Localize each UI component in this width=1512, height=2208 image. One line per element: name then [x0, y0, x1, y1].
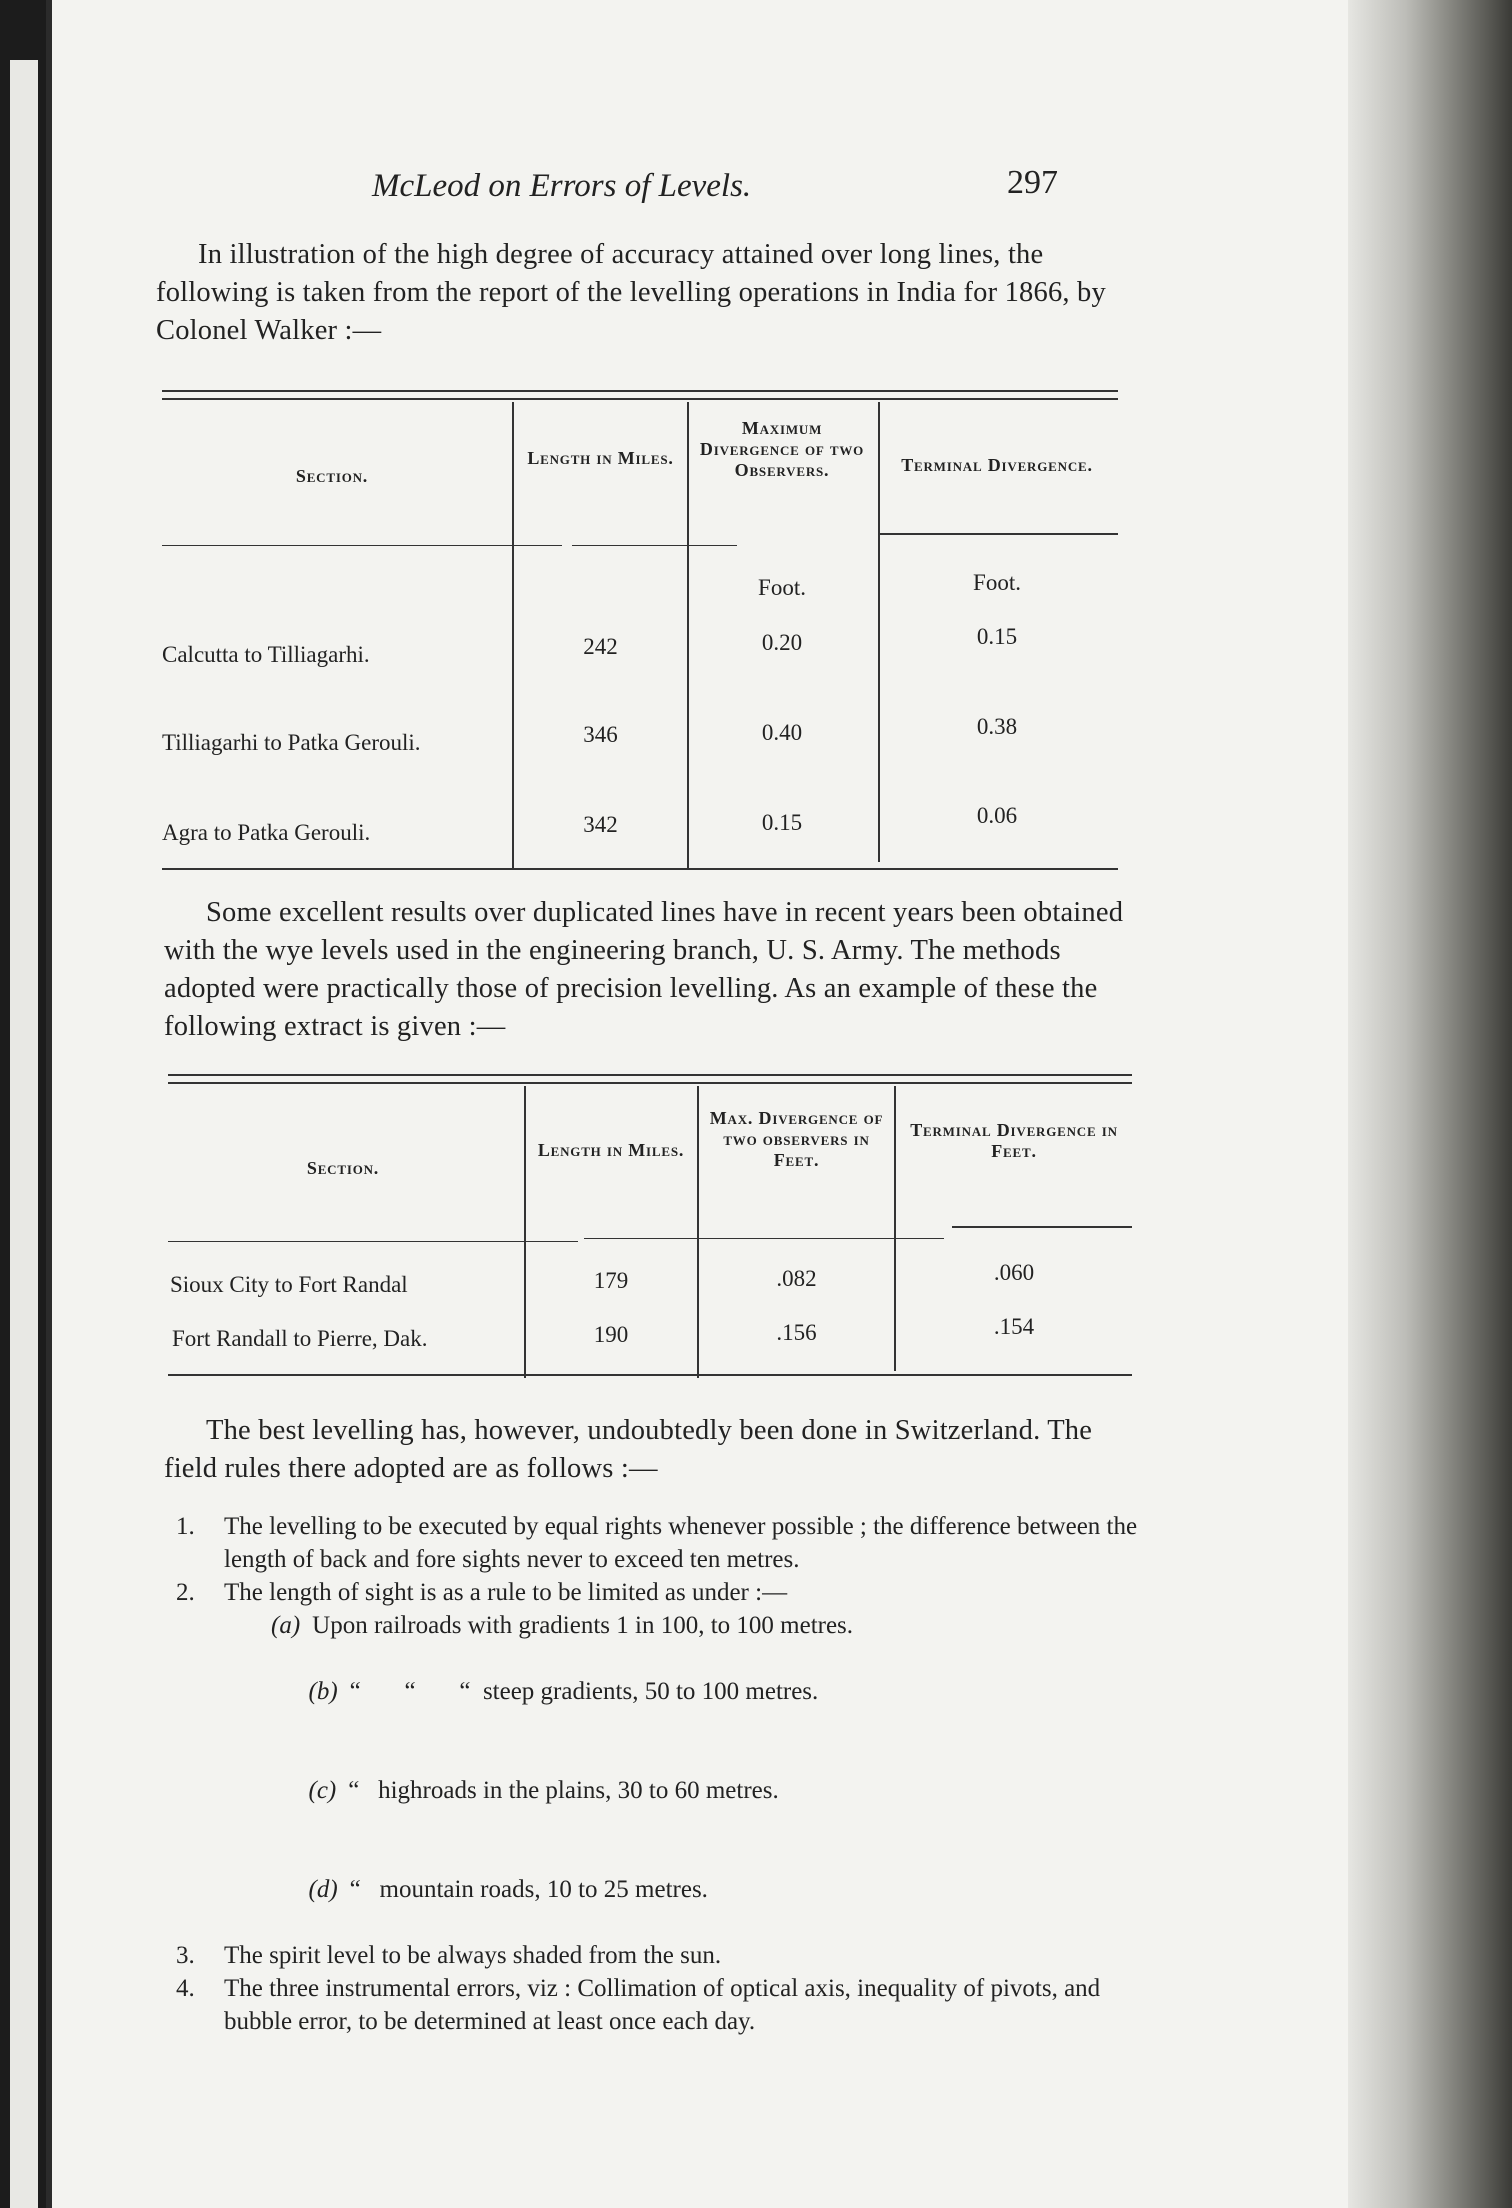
book-page [52, 0, 1348, 2208]
t2-r1-length: 179 [593, 1268, 629, 1293]
t2-r2-max: .156 [776, 1320, 817, 1345]
intro-paragraph [156, 236, 1116, 350]
page-number: 297 [1007, 164, 1058, 201]
t1-r3-max: 0.15 [761, 810, 803, 835]
t1-r3-length: 342 [583, 812, 618, 837]
rule-2a-label: (a) [271, 1612, 301, 1639]
rule-2-number: 2. [176, 1579, 195, 1606]
rule-1-text: The levelling to be executed by equal rights whenever possible ; the difference between the length of back and fore sights never to exceed ten metres. [224, 1513, 1138, 1573]
rule-2d-text: “ mountain roads, 10 to 25 metres. [349, 1876, 708, 1903]
t1-header-length: Length in Miles. [527, 448, 674, 468]
rule-2b-label: (b) [308, 1678, 338, 1705]
intro-text: In illustration of the high degree of accuracy attained over long lines, the following is taken from the report of the levelling operations in India for 1866, by Colonel Walker :— [156, 239, 1106, 346]
t2-header-max-divergence: Max. Divergence of two observers in Feet. [709, 1108, 884, 1170]
rule-2b-text: “ “ “ steep gradients, 50 to 100 metres. [349, 1678, 819, 1705]
t1-unit-terminal: Foot. [973, 570, 1021, 595]
t1-r2-section: Tilliagarhi to Patka Gerouli. [162, 730, 421, 755]
field-rules-list [176, 1510, 1142, 2038]
t2-r1-max: .082 [776, 1266, 817, 1291]
t2-header-section: Section. [306, 1158, 380, 1178]
t1-r2-max: 0.40 [761, 720, 803, 745]
middle-text: Some excellent results over duplicated lines have in recent years been obtained with the wye levels used in the engineering branch, U. S. Army. The methods adopted were practically those of precision levelling. As an example of these the following extract is given :— [164, 897, 1124, 1042]
list-item [176, 1609, 1142, 1642]
t1-r1-length: 242 [583, 634, 618, 659]
t1-r3-section: Agra to Patka Gerouli. [162, 820, 371, 845]
t1-header-max-divergence: Maximum Divergence of two Observers. [699, 418, 865, 480]
list-item [176, 1840, 1142, 1939]
rule-2c-text: “ highroads in the plains, 30 to 60 metres. [348, 1777, 779, 1804]
rule-4-text: The three instrumental errors, viz : Collimation of optical axis, inequality of pivots, and bubble error, to be determined at least once each day. [224, 1975, 1101, 2035]
rule-1-number: 1. [176, 1513, 195, 1540]
running-title: McLeod on Errors of Levels. [372, 168, 752, 204]
t1-r1-max: 0.20 [761, 630, 803, 655]
rule-2c-label: (c) [308, 1777, 337, 1804]
list-item [176, 1576, 1142, 1609]
closing-paragraph [164, 1412, 1138, 1488]
t2-r2-section: Fort Randall to Pierre, Dak. [172, 1326, 428, 1351]
middle-paragraph [164, 894, 1132, 1046]
t2-header-terminal: Terminal Divergence in Feet. [910, 1120, 1118, 1161]
t2-r1-section: Sioux City to Fort Randal [170, 1272, 408, 1297]
t2-r1-terminal: .060 [993, 1260, 1035, 1285]
t1-r1-terminal: 0.15 [976, 624, 1018, 649]
t1-header-terminal: Terminal Divergence. [901, 455, 1093, 475]
t2-header-length: Length in Miles. [537, 1140, 685, 1160]
t2-r2-terminal: .154 [993, 1314, 1035, 1339]
t1-r2-length: 346 [583, 722, 618, 747]
t1-r1-section: Calcutta to Tilliagarhi. [162, 642, 370, 667]
list-item [176, 1510, 1142, 1576]
t1-r2-terminal: 0.38 [976, 714, 1018, 739]
t1-header-section: Section. [295, 466, 369, 486]
list-item [176, 1741, 1142, 1840]
rule-2d-label: (d) [308, 1876, 338, 1903]
facing-page-strip [10, 60, 38, 2208]
rule-2-text: The length of sight is as a rule to be limited as under :— [224, 1579, 788, 1606]
t2-r2-length: 190 [593, 1322, 629, 1347]
t1-unit-max: Foot. [758, 575, 806, 600]
rule-2a-text: Upon railroads with gradients 1 in 100, to 100 metres. [312, 1612, 854, 1639]
t1-r3-terminal: 0.06 [976, 803, 1018, 828]
list-item [176, 1642, 1142, 1741]
list-item [176, 1972, 1142, 2038]
rule-3-number: 3. [176, 1942, 195, 1969]
rule-4-number: 4. [176, 1975, 195, 2002]
list-item [176, 1939, 1142, 1972]
book-spine-edge [1348, 0, 1512, 2208]
closing-text: The best levelling has, however, undoubtedly been done in Switzerland. The field rules there adopted are as follows :— [164, 1415, 1093, 1484]
rule-3-text: The spirit level to be always shaded from the sun. [224, 1942, 722, 1969]
